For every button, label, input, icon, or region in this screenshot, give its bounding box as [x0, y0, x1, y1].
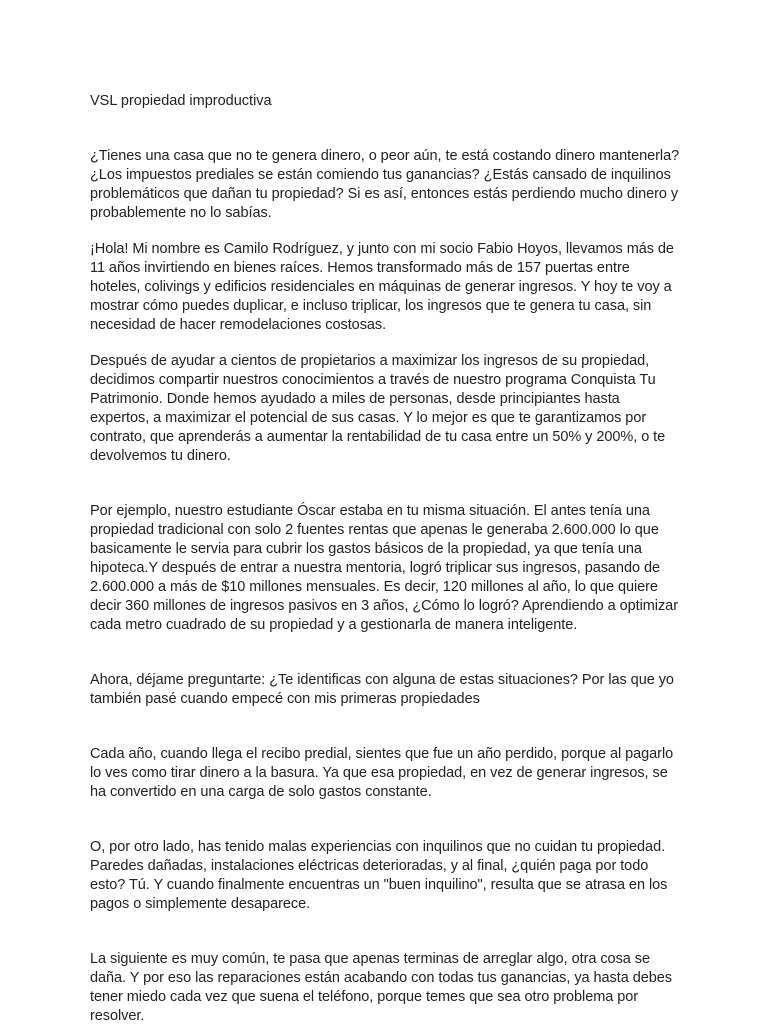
- paragraph-presentation: ¡Hola! Mi nombre es Camilo Rodríguez, y junto con mi socio Fabio Hoyos, llevamos más de 11 años invirtiendo en bienes raíces. Hemos transformado más de 157 puertas entre hoteles, colivings y edificios residenciales en máquinas de generar ingresos. Y hoy te voy a mostrar cómo puedes duplicar, e incluso triplicar, los ingresos que te genera tu casa, sin necesidad de hacer remodelaciones costosas.: [90, 241, 674, 333]
- paragraph-predial: Cada año, cuando llega el recibo predial, sientes que fue un año perdido, porque al pagarlo lo ves como tirar dinero a la basura. Ya que esa propiedad, en vez de generar ingresos, se ha convertido en una carga de solo gastos constante.: [90, 746, 674, 800]
- paragraph-repairs: La siguiente es muy común, te pasa que apenas terminas de arreglar algo, otra cosa se daña. Y por eso las reparaciones están acabando con todas tus ganancias, ya hasta debes tener miedo cada vez que suena el teléfono, porque temes que sea otro problema por resolver.: [90, 951, 672, 1024]
- paragraph-program: Después de ayudar a cientos de propietarios a maximizar los ingresos de su propiedad, decidimos compartir nuestros conocimientos a través de nuestro programa Conquista Tu Patrimonio. Donde hemos ayudado a miles de personas, desde principiantes hasta expertos, a maximizar el potencial de sus casas. Y lo mejor es que te garantizamos por contrato, que aprenderás a aumentar la rentabilidad de tu casa entre un 50% y 200%, o te devolvemos tu dinero.: [90, 353, 666, 464]
- paragraph-question: Ahora, déjame preguntarte: ¿Te identificas con alguna de estas situaciones? Por las que yo también pasé cuando empecé con mis primeras propiedades: [90, 672, 674, 707]
- paragraph-tenants: O, por otro lado, has tenido malas experiencias con inquilinos que no cuidan tu propiedad. Paredes dañadas, instalaciones eléctricas deterioradas, y al final, ¿quién paga por todo esto? Tú. Y cuando finalmente encuentras un "buen inquilino", resulta que se atrasa en los pagos o simplemente desaparece.: [90, 839, 668, 912]
- paragraph-example: Por ejemplo, nuestro estudiante Óscar estaba en tu misma situación. El antes tenía una propiedad tradicional con solo 2 fuentes rentas que apenas le generaba 2.600.000 lo que basicamente le servia para cubrir los gastos básicos de la propiedad, ya que tenía una hipoteca.Y después de entrar a nuestra mentoria, logró triplicar sus ingresos, pasando de 2.600.000 a más de $10 millones mensuales. Es decir, 120 millones al año, lo que quiere decir 360 millones de ingresos pasivos en 3 años, ¿Cómo lo logró? Aprendiendo a optimizar cada metro cuadrado de su propiedad y a gestionarla de manera inteligente.: [90, 503, 678, 633]
- document-title: VSL propiedad improductiva: [90, 93, 272, 109]
- paragraph-intro: ¿Tienes una casa que no te genera dinero, o peor aún, te está costando dinero mantenerla? ¿Los impuestos prediales se están comiendo tus ganancias? ¿Estás cansado de inquilinos problemáticos que dañan tu propiedad? Si es así, entonces estás perdiendo mucho dinero y probablemente no lo sabías.: [90, 148, 680, 221]
